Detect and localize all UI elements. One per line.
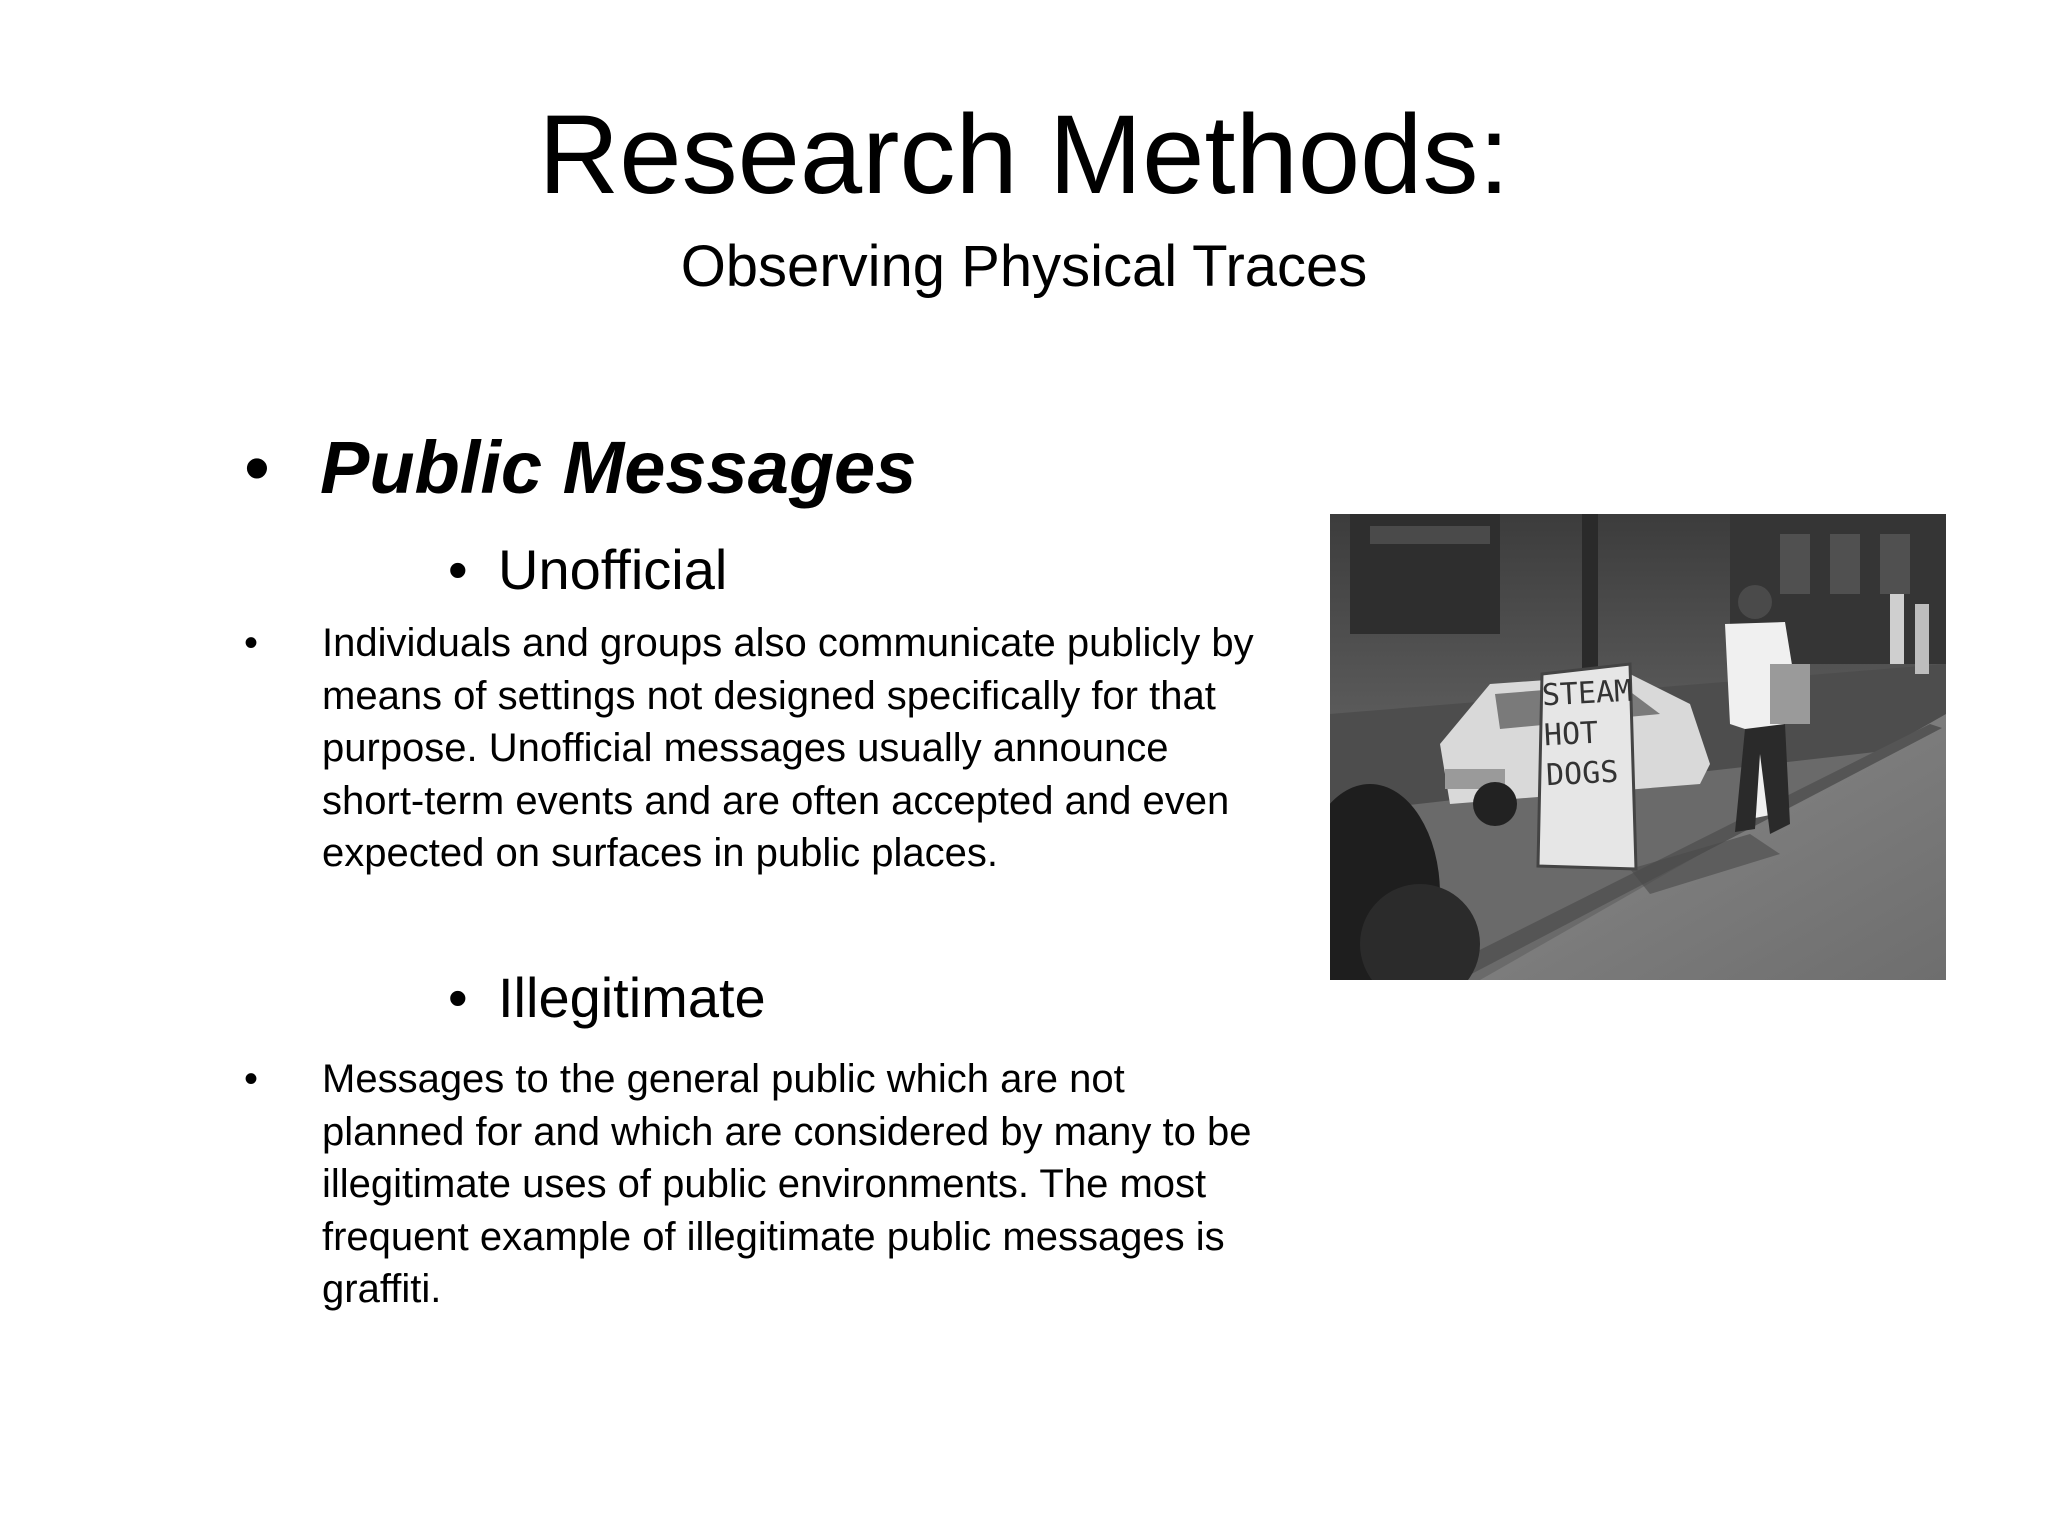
section-heading: Public Messages: [320, 426, 917, 509]
sign-line: STEAM: [1541, 673, 1634, 714]
bullet-icon: •: [448, 538, 468, 601]
street-photo: [1330, 514, 1946, 980]
bullet-icon: •: [448, 966, 468, 1029]
subheading-label: Unofficial: [498, 538, 728, 601]
bullet-icon: •: [244, 1057, 259, 1101]
subheading-unofficial: [448, 538, 727, 602]
description-text: Messages to the general public which are not planned for and which are considered by many to be illegitimate uses of public environments. The most frequent example of illegitimate public messages is graffiti.: [322, 1057, 1252, 1311]
description-illegitimate: [244, 1053, 1272, 1316]
heading-item: [244, 424, 916, 512]
slide-title: Research Methods:: [538, 92, 1510, 217]
description-text: Individuals and groups also communicate publicly by means of settings not designed specifically for that purpose. Unofficial messages usually announce short-term events and are often accepted and even expected on surfaces in public places.: [322, 621, 1254, 875]
sign-line: DOGS: [1545, 754, 1620, 794]
subheading-label: Illegitimate: [498, 966, 766, 1029]
subheading-illegitimate: [448, 966, 766, 1030]
sign-line: HOT: [1543, 715, 1600, 754]
slide-subtitle: Observing Physical Traces: [680, 234, 1368, 299]
bullet-icon: •: [244, 426, 270, 509]
description-unofficial: [244, 617, 1272, 880]
bullet-icon: •: [244, 621, 259, 665]
sign-text: [1541, 672, 1637, 797]
